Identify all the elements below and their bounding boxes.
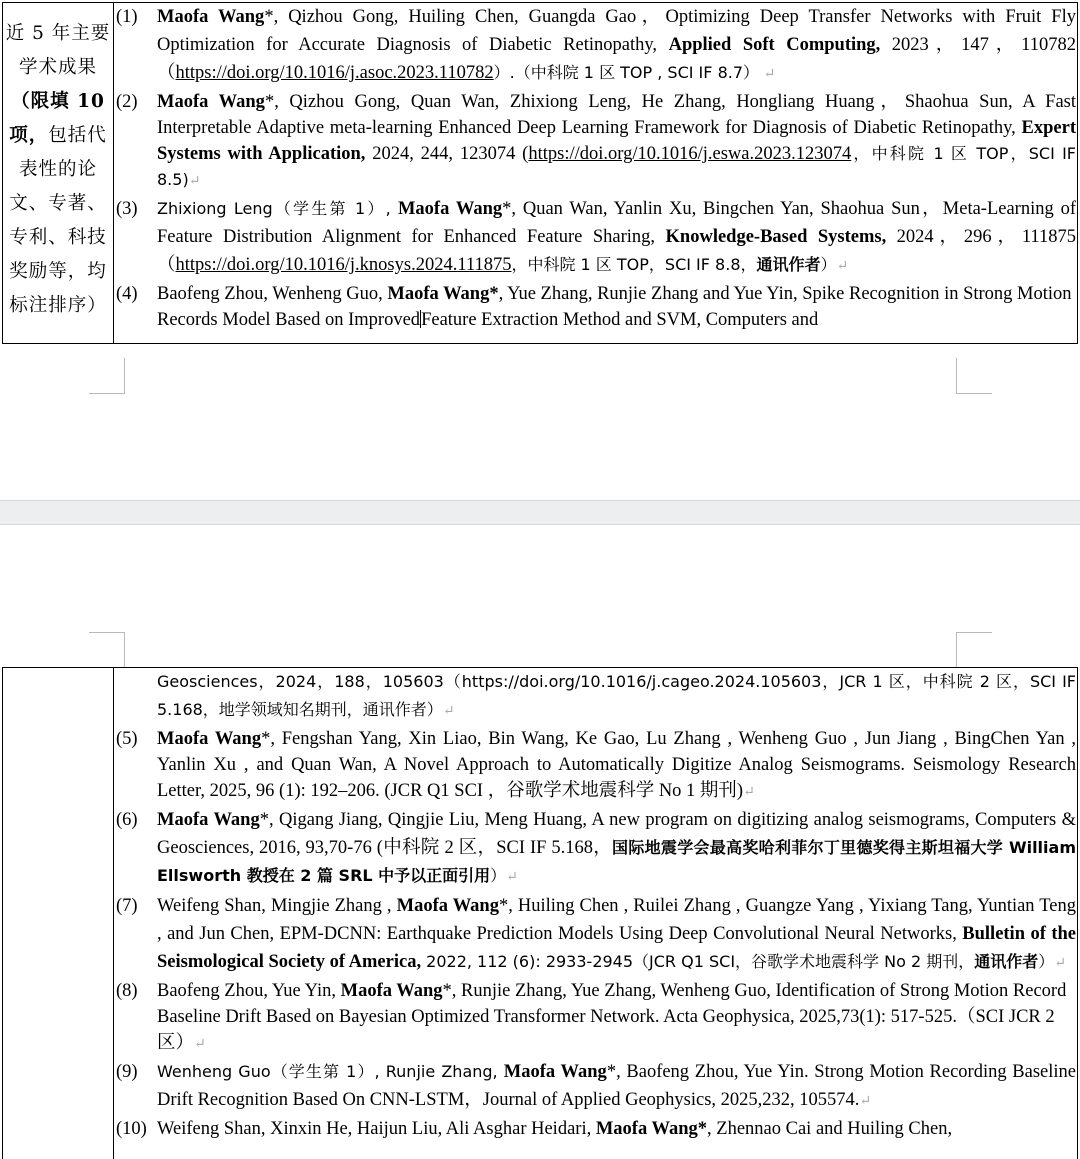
page-corner-mark [956, 632, 992, 668]
item-text: *, Qizhou Gong, Huiling Chen, Guangda Gao，Optimizing Deep Transfer Networks with Fruit Fly Optimization for Accurate Diagnosis of Diabetic Retinopathy, [157, 7, 1076, 55]
label-cell [3, 668, 114, 1159]
corresponding-author-note: 通讯作者 [974, 952, 1039, 971]
item-text: Weifeng Shan, Mingjie Zhang , [157, 896, 397, 916]
citation-note: 国际地震学会最高奖哈利菲尔丁里德奖得主斯坦福大学 William Ellsworth 教授在 2 篇 SRL 中予以正面引用 [157, 838, 1076, 885]
paragraph-mark: ↵ [442, 704, 455, 719]
item-number: (10) [116, 1119, 147, 1139]
item-number: (8) [116, 981, 138, 1001]
label-line1: 近 5 年主要学术成果 [5, 23, 111, 78]
item-text: ，中科院 1 区 TOP，SCI IF 8.5) [157, 144, 1076, 189]
content-cell [115, 3, 1077, 343]
item-text: Geosciences，2024，188，105603（https://doi.org/10.1016/j.cageo.2024.105603，JCR 1 区，中科院 2 区，SCI IF 5.168，地学领域知名期刊，通讯作者） [157, 672, 1076, 719]
author-bold: Maofa Wang [340, 981, 443, 1001]
author-bold: Maofa Wang [157, 92, 265, 112]
item-number: (9) [116, 1062, 138, 1082]
paragraph-mark: ↵ [1054, 956, 1066, 971]
item-text: Wenheng Guo（学生第 1）, Runjie Zhang, [157, 1062, 504, 1081]
item-text: ） [490, 866, 507, 885]
achievements-table-part-2 [2, 667, 1078, 1159]
item-number: (2) [116, 92, 138, 112]
author-bold: Maofa Wang [157, 810, 260, 830]
item-text: 2024, 244, 123074 ( [365, 144, 529, 164]
label-cell [3, 3, 114, 343]
item-text: Baofeng Zhou, Yue Yin, [157, 981, 341, 1001]
list-item [115, 1116, 1077, 1142]
item-text: , Yue Zhang, Runjie Zhang and Yue Yin, Spike Recognition in Strong Motion Records Model Based on Improved [157, 284, 1072, 330]
author-bold: Maofa Wang* [595, 1119, 708, 1139]
list-item [115, 1058, 1077, 1116]
item-text: , Zhennao Cai and Huiling Chen, [707, 1119, 953, 1139]
list-item [115, 978, 1077, 1058]
list-item-continued [115, 668, 1077, 726]
author-bold: Maofa Wang* [387, 284, 499, 304]
label-text [3, 17, 113, 323]
list-item [115, 281, 1077, 333]
item-text: Zhixiong Leng（学生第 1）, [157, 199, 398, 218]
item-text: ，中科院 1 区 TOP，SCI IF 8.8， [511, 255, 757, 274]
author-bold: Maofa Wang [503, 1062, 607, 1082]
list-item [115, 806, 1077, 892]
paragraph-mark: ↵ [836, 259, 849, 274]
page-corner-mark [956, 358, 992, 394]
author-bold: Maofa Wang [396, 896, 499, 916]
item-number: (7) [116, 896, 138, 916]
list-item [115, 89, 1077, 195]
item-text: *, Quan Wan, Yanlin Xu, Bingchen Yan, Shaohua Sun，Meta-Learning of Feature Distribution Alignment for Enhanced Feature Sharing, [157, 199, 1076, 247]
item-text: 2022, 112 (6): 2933-2945（JCR Q1 SCI，谷歌学术地震科学 No 2 期刊， [421, 952, 975, 971]
author-bold: Maofa Wang [397, 199, 503, 219]
item-text: ） [820, 255, 837, 274]
item-text: 2024，296，111875（ [157, 227, 1076, 275]
item-text: *, Runjie Zhang, Yue Zhang, Wenheng Guo, Identification of Strong Motion Record Baseline Drift Based on Bayesian Optimized Transformer Network. Acta Geophysica, 2025,73(1): 517-525.（SCI JCR 2 区） [157, 981, 1067, 1053]
item-text: Feature Extraction Method and SVM, Computers and [421, 310, 819, 330]
doi-link[interactable]: https://doi.org/10.1016/j.asoc.2023.110782 [175, 63, 494, 83]
list-item [115, 892, 1077, 978]
paragraph-mark: ↵ [763, 67, 776, 82]
author-bold: Maofa Wang [157, 729, 262, 749]
label-rest: 包括代表性的论文、专著、专利、科技奖励等，均标注排序） [9, 125, 107, 316]
label-bold: （限填 10 项， [9, 91, 105, 146]
paragraph-mark: ↵ [743, 785, 755, 800]
doi-link[interactable]: https://doi.org/10.1016/j.eswa.2023.123074 [528, 144, 852, 164]
doi-link[interactable]: https://doi.org/10.1016/j.knosys.2024.111875 [175, 255, 512, 275]
journal-name: Applied Soft Computing, [668, 35, 881, 55]
item-text: Baofeng Zhou, Wenheng Guo, [157, 284, 388, 304]
page-corner-mark [89, 358, 125, 394]
page-corner-mark [89, 632, 125, 668]
item-text: Weifeng Shan, Xinxin He, Haijun Liu, Ali Asghar Heidari, [157, 1119, 596, 1139]
item-number: (5) [116, 729, 138, 749]
item-number: (3) [116, 199, 138, 219]
content-cell [115, 668, 1077, 1159]
item-text: *, Baofeng Zhou, Yue Yin. Strong Motion Recording Baseline Drift Recognition Based On CNN-LSTM，Journal of Applied Geophysics, 2025,232, 105574. [157, 1062, 1076, 1110]
item-text: *, Huiling Chen , Ruilei Zhang , Guangze Yang , Yixiang Tang, Yuntian Teng , and Jun Chen, EPM‑DCNN: Earthquake Prediction Models Using Deep Convolutional Neural Networks, [157, 896, 1077, 944]
list-item [115, 3, 1077, 89]
achievements-table-part-1 [2, 2, 1078, 344]
item-text: 2023，147，110782（ [157, 35, 1076, 83]
item-number: (1) [116, 7, 138, 27]
list-item [115, 195, 1077, 281]
item-text: *, Fengshan Yang, Xin Liao, Bin Wang, Ke Gao, Lu Zhang , Wenheng Guo , Jun Jiang , BingChen Yan , Yanlin Xu , and Quan Wan, A Novel Approach to Automatically Digitize Analog Seismograms. Seismology Research Letter, 2025, 96 (1): 192–206. (JCR Q1 SCI ，谷歌学术地震科学 No 1 期刊) [157, 729, 1076, 801]
corresponding-author-note: 通讯作者 [756, 255, 821, 274]
paragraph-mark: ↵ [188, 174, 201, 189]
paragraph-mark: ↵ [859, 1094, 872, 1109]
journal-name: Bulletin of the Seismological Society of America, [157, 924, 1076, 972]
item-text: *, Qizhou Gong, Quan Wan, Zhixiong Leng, He Zhang, Hongliang Huang，Shaohua Sun, A Fast Interpretable Adaptive meta-learning Enhanced Deep Learning Framework for Diagnosis of Diabetic Retinopathy, [157, 92, 1076, 138]
author-bold: Maofa Wang [157, 7, 265, 27]
list-item [115, 726, 1077, 806]
item-text: ）.（中科院 1 区 TOP , SCI IF 8.7） [493, 63, 760, 82]
item-text: ） [1038, 952, 1055, 971]
journal-name: Expert Systems with Application, [157, 118, 1076, 164]
item-number: (4) [116, 284, 138, 304]
page-1 [0, 0, 1080, 500]
paragraph-mark: ↵ [194, 1037, 206, 1052]
item-text: *, Qigang Jiang, Qingjie Liu, Meng Huang, A new program on digitizing analog seismograms, Computers & Geosciences, 2016, 93,70-76 (中科院 2 区，SCI IF 5.168， [157, 810, 1076, 858]
paragraph-mark: ↵ [506, 870, 518, 885]
page-gap [0, 500, 1080, 525]
item-number: (6) [116, 810, 138, 830]
journal-name: Knowledge-Based Systems, [665, 227, 887, 247]
